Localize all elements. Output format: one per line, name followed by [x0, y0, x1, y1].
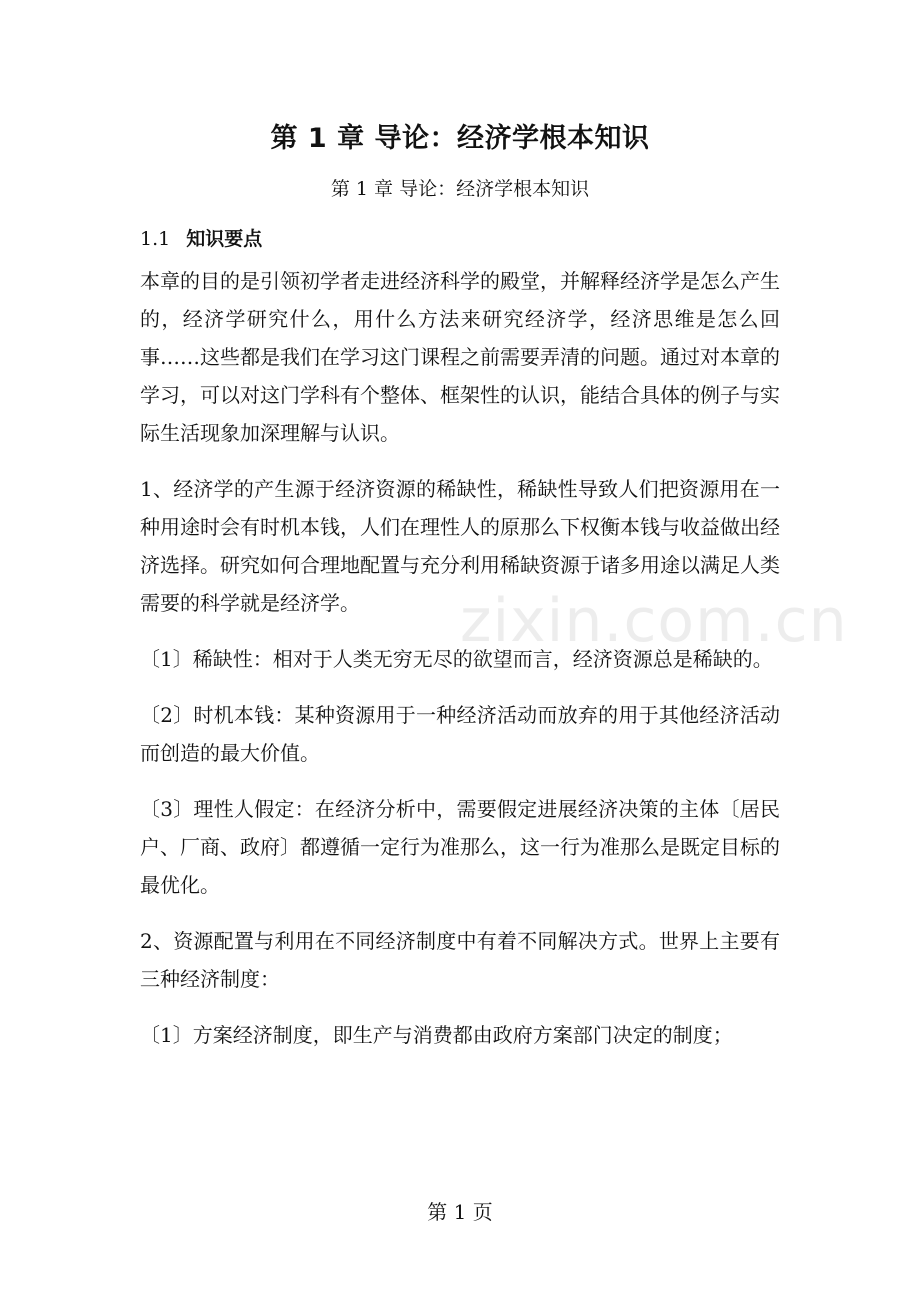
section-number: 1.1 — [140, 228, 171, 250]
page-number: 第 1 页 — [427, 1200, 493, 1224]
paragraph-intro: 本章的目的是引领初学者走进经济科学的殿堂，并解释经济学是怎么产生的，经济学研究什么，用什么方法来研究经济学，经济思维是怎么回事……这些都是我们在学习这门课程之前需要弄清的问题。通过对本章的学习，可以对这门学科有个整体、框架性的认识，能结合具体的例子与实际生活现象加深理解与认识。 — [140, 269, 780, 445]
paragraph-scarcity: 〔1〕稀缺性：相对于人类无穷无尽的欲望而言，经济资源总是稀缺的。 — [140, 647, 773, 671]
paragraph-point-1: 1、经济学的产生源于经济资源的稀缺性，稀缺性导致人们把资源用在一种用途时会有时机本钱，人们在理性人的原那么下权衡本钱与收益做出经济选择。研究如何合理地配置与充分利用稀缺资源于诸多用途以满足人类需要的科学就是经济学。 — [140, 477, 780, 615]
body-content — [140, 262, 780, 1054]
section-label: 知识要点 — [186, 228, 263, 250]
paragraph-point-2: 2、资源配置与利用在不同经济制度中有着不同解决方式。世界上主要有三种经济制度： — [140, 929, 780, 991]
paragraph-rational-person: 〔3〕理性人假定：在经济分析中，需要假定进展经济决策的主体〔居民户、厂商、政府〕都遵循一定行为准那么，这一行为准那么是既定目标的最优化。 — [140, 797, 780, 897]
watermark: zixin.com.cn — [460, 586, 848, 656]
section-heading — [140, 224, 262, 251]
paragraph-opportunity-cost: 〔2〕时机本钱：某种资源用于一种经济活动而放弃的用于其他经济活动而创造的最大价值。 — [140, 703, 780, 765]
page-title: 第 1 章 导论：经济学根本知识 — [270, 123, 650, 154]
paragraph-planned-economy: 〔1〕方案经济制度，即生产与消费都由政府方案部门决定的制度； — [140, 1023, 733, 1047]
page-subtitle: 第 1 章 导论：经济学根本知识 — [330, 178, 590, 200]
